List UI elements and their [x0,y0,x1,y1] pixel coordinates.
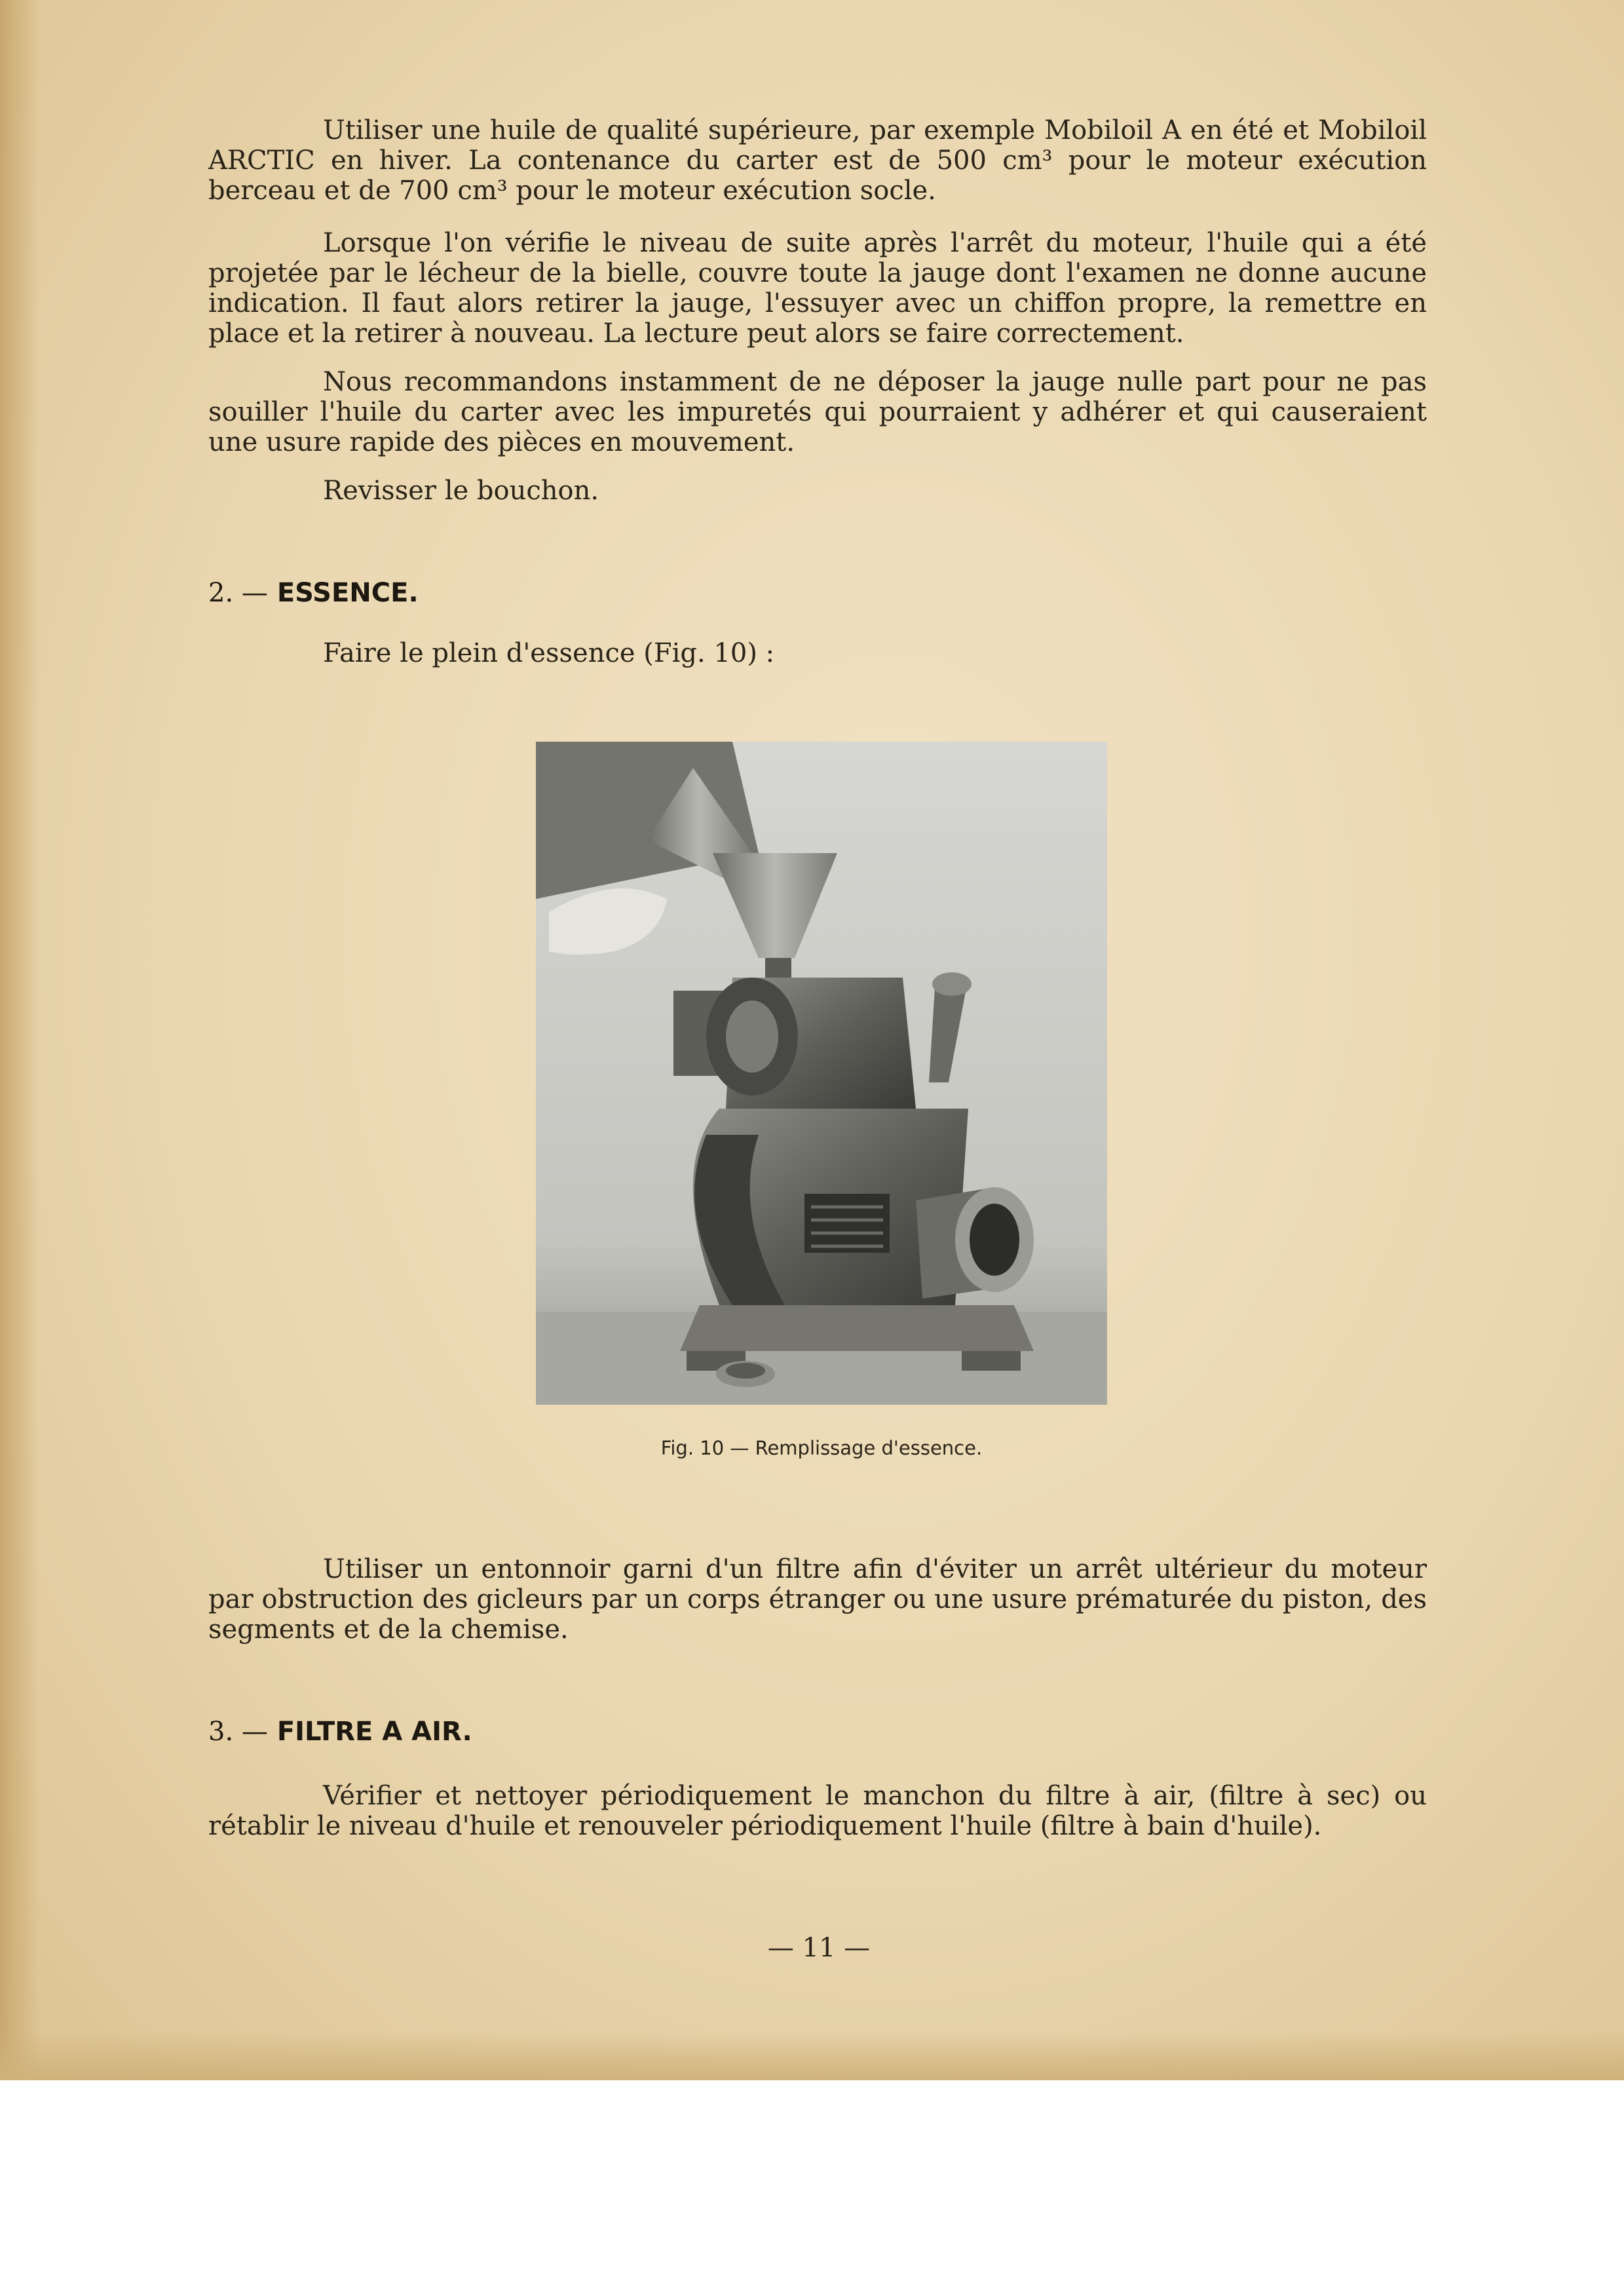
section-title: ESSENCE. [276,578,419,608]
paragraph-funnel-filter: Utiliser un entonnoir garni d'un filtre afin d'éviter un arrêt ultérieur du moteur par obstruction des gicleurs par un corps étranger ou une usure prématurée du piston, des segments et de la chemise. [208,1554,1427,1645]
paragraph-screw-cap: Revisser le bouchon. [323,476,599,506]
section-heading-essence [208,578,419,608]
paper-binding-edge [0,0,39,2080]
section-number: 3. — [208,1717,268,1747]
section-number: 2. — [208,578,268,608]
section-title: FILTRE A AIR. [276,1717,472,1747]
paragraph-gauge-warning: Nous recommandons instamment de ne déposer la jauge nulle part pour ne pas souiller l'huile du carter avec les impuretés qui pourraient y adhérer et qui causeraient une usure rapide des pièces en mouvement. [208,367,1427,457]
paragraph-oil-quality: Utiliser une huile de qualité supérieure, par exemple Mobiloil A en été et Mobiloil ARCTIC en hiver. La contenance du carter est de 500 cm³ pour le moteur exécution berceau et de 700 cm³ pour le moteur exécution socle. [208,115,1427,206]
engine-refuelling-photo [536,742,1107,1405]
page-number: — 11 — [767,1933,871,1963]
paper-bottom-edge [0,2031,1624,2080]
figure-caption: Fig. 10 — Remplissage d'essence. [660,1437,983,1459]
paragraph-air-filter-maintenance: Vérifier et nettoyer périodiquement le manchon du filtre à air, (filtre à sec) ou rétablir le niveau d'huile et renouveler périodiquement l'huile (filtre à bain d'huile). [208,1781,1427,1841]
section-heading-air-filter [208,1717,472,1747]
paragraph-oil-level-check: Lorsque l'on vérifie le niveau de suite après l'arrêt du moteur, l'huile qui a été projetée par le lécheur de la bielle, couvre toute la jauge dont l'examen ne donne aucune indication. Il faut alors retirer la jauge, l'essuyer avec un chiffon propre, la remettre en place et la retirer à nouveau. La lecture peut alors se faire correctement. [208,228,1427,349]
paragraph-fill-fuel: Faire le plein d'essence (Fig. 10) : [323,638,775,668]
